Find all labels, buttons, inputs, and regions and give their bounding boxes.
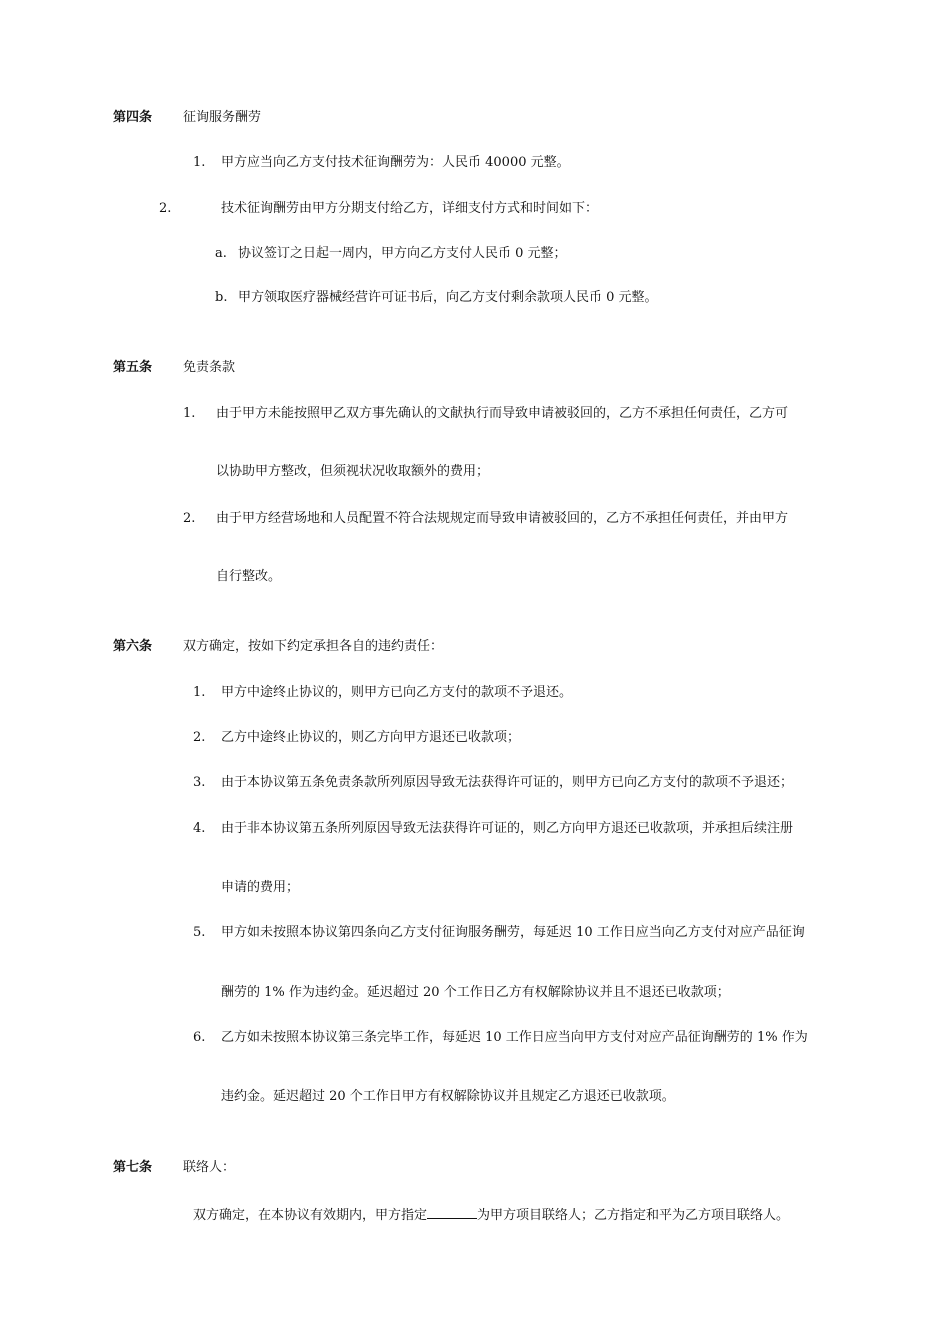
article-6-item-4-number: 4. xyxy=(193,821,206,836)
contact-name-blank xyxy=(427,1205,477,1219)
article-6-item-1-line-1: 甲方中途终止协议的，则甲方已向乙方支付的款项不予退还。 xyxy=(221,685,573,700)
article-6-item-6-line-2: 违约金。延迟超过 20 个工作日甲方有权解除协议并且规定乙方退还已收款项。 xyxy=(221,1089,675,1104)
article-4-item-2-number: 2. xyxy=(159,201,172,216)
article-7-text-before: 双方确定，在本协议有效期内，甲方指定 xyxy=(193,1208,428,1223)
article-4-subitem-b-number: b. xyxy=(215,290,228,305)
article-6-item-1-number: 1. xyxy=(193,685,206,700)
article-6-number: 第六条 xyxy=(113,639,153,654)
article-6-item-5-number: 5. xyxy=(193,925,206,940)
article-4-item-2-text: 技术征询酬劳由甲方分期支付给乙方，详细支付方式和时间如下： xyxy=(221,201,599,216)
article-6-item-4-line-1: 由于非本协议第五条所列原因导致无法获得许可证的，则乙方向甲方退还已收款项，并承担后续注册 xyxy=(221,821,794,836)
article-4-subitem-a-number: a. xyxy=(215,246,227,261)
article-6-item-6-number: 6. xyxy=(193,1030,206,1045)
article-5-item-1-line-1: 由于甲方未能按照甲乙双方事先确认的文献执行而导致申请被驳回的，乙方不承担任何责任，乙方可 xyxy=(216,406,789,421)
article-6-item-5-line-1: 甲方如未按照本协议第四条向乙方支付征询服务酬劳，每延迟 10 工作日应当向乙方支付对应产品征询 xyxy=(221,925,805,940)
article-4-number: 第四条 xyxy=(113,110,153,125)
article-5-item-2-line-2: 自行整改。 xyxy=(216,569,282,584)
article-6-item-2-line-1: 乙方中途终止协议的，则乙方向甲方退还已收款项； xyxy=(221,730,521,745)
article-6-item-3-number: 3. xyxy=(193,775,206,790)
article-4-subitem-a-text: 协议签订之日起一周内，甲方向乙方支付人民币 0 元整； xyxy=(238,246,567,261)
article-4-subitem-b-text: 甲方领取医疗器械经营许可证书后，向乙方支付剩余款项人民币 0 元整。 xyxy=(238,290,658,305)
article-7-title: 联络人： xyxy=(183,1160,236,1175)
article-5-title: 免责条款 xyxy=(183,360,236,375)
article-5-item-1-number: 1. xyxy=(183,406,196,421)
article-6-item-6-line-1: 乙方如未按照本协议第三条完毕工作，每延迟 10 工作日应当向甲方支付对应产品征询酬劳的 1% 作为 xyxy=(221,1030,808,1045)
article-5-number: 第五条 xyxy=(113,360,153,375)
article-6-item-5-line-2: 酬劳的 1% 作为违约金。延迟超过 20 个工作日乙方有权解除协议并且不退还已收款项； xyxy=(221,985,730,1000)
article-6-item-3-line-1: 由于本协议第五条免责条款所列原因导致无法获得许可证的，则甲方已向乙方支付的款项不予退还； xyxy=(221,775,794,790)
article-6-item-4-line-2: 申请的费用； xyxy=(221,880,300,895)
article-6-title: 双方确定，按如下约定承担各自的违约责任： xyxy=(183,639,444,654)
article-4-item-1-number: 1. xyxy=(193,155,206,170)
article-7-paragraph xyxy=(193,1205,789,1225)
article-7-text-after: 为甲方项目联络人；乙方指定和平为乙方项目联络人。 xyxy=(477,1208,790,1223)
article-6-item-2-number: 2. xyxy=(193,730,206,745)
article-5-item-2-number: 2. xyxy=(183,511,196,526)
article-5-item-2-line-1: 由于甲方经营场地和人员配置不符合法规规定而导致申请被驳回的，乙方不承担任何责任，并由甲方 xyxy=(216,511,789,526)
article-7-number: 第七条 xyxy=(113,1160,153,1175)
article-4-title: 征询服务酬劳 xyxy=(183,110,262,125)
article-4-item-1-text: 甲方应当向乙方支付技术征询酬劳为：人民币 40000 元整。 xyxy=(221,155,570,170)
article-5-item-1-line-2: 以协助甲方整改，但须视状况收取额外的费用； xyxy=(216,464,490,479)
